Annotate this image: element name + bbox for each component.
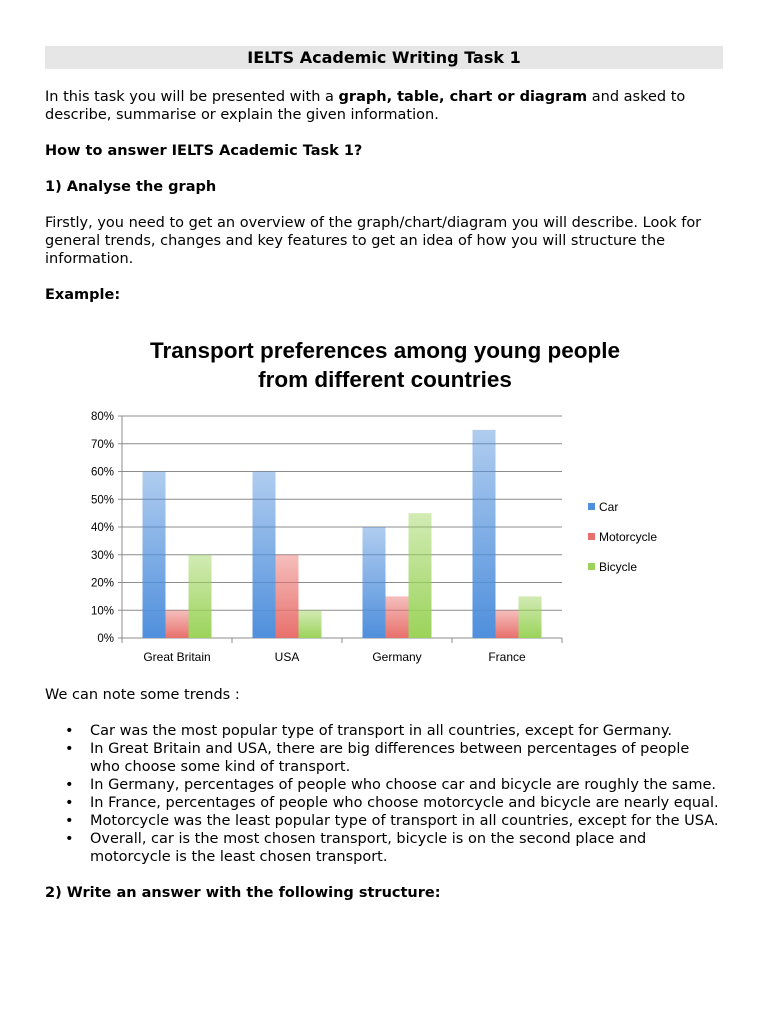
- legend-swatch-car: [588, 503, 595, 510]
- bar-motorcycle-germany: [386, 596, 409, 638]
- intro-paragraph: [45, 88, 723, 124]
- x-tick-label: Great Britain: [143, 650, 211, 664]
- intro-text-bold: graph, table, chart or diagram: [338, 89, 588, 105]
- bar-motorcycle-great-britain: [166, 610, 189, 638]
- chart-plot: [80, 330, 700, 675]
- document-page: [45, 46, 723, 304]
- x-tick-label: USA: [274, 650, 300, 664]
- trend-item: • Motorcycle was the least popular type of transport in all countries, except for the USA.: [45, 812, 723, 830]
- bar-car-france: [473, 430, 496, 638]
- trend-item: • In Great Britain and USA, there are big differences between percentages of people who choose some kind of transport.: [45, 740, 723, 776]
- bar-chart: [80, 330, 700, 675]
- trend-item: • In France, percentages of people who choose motorcycle and bicycle are nearly equal.: [45, 794, 723, 812]
- y-tick-label: 50%: [90, 494, 114, 507]
- y-tick-label: 30%: [90, 549, 114, 562]
- how-heading: How to answer IELTS Academic Task 1?: [45, 143, 363, 159]
- step2-heading: 2) Write an answer with the following structure:: [45, 885, 441, 901]
- bar-bicycle-great-britain: [189, 555, 212, 638]
- legend-label-bicycle: Bicycle: [599, 560, 638, 574]
- page-title: IELTS Academic Writing Task 1: [45, 46, 723, 69]
- trends-section: [45, 686, 723, 902]
- chart-title-line2: from different countries: [258, 367, 512, 392]
- trend-item: • In Germany, percentages of people who choose car and bicycle are roughly the same.: [45, 776, 723, 794]
- legend-swatch-bicycle: [588, 563, 595, 570]
- bar-bicycle-germany: [409, 513, 432, 638]
- x-tick-label: France: [488, 650, 526, 664]
- y-tick-label: 70%: [90, 438, 114, 451]
- y-tick-label: 60%: [90, 466, 114, 479]
- y-tick-label: 40%: [90, 522, 114, 534]
- step1-heading: 1) Analyse the graph: [45, 179, 217, 195]
- legend-label-car: Car: [599, 500, 619, 514]
- trend-item: • Car was the most popular type of transport in all countries, except for Germany.: [45, 722, 723, 740]
- trends-list: [45, 722, 723, 866]
- x-tick-label: Germany: [372, 650, 422, 664]
- y-tick-label: 80%: [90, 411, 114, 423]
- intro-text-before: In this task you will be presented with a: [45, 89, 339, 105]
- bar-motorcycle-france: [496, 610, 519, 638]
- y-tick-label: 10%: [90, 605, 114, 618]
- trends-intro: We can note some trends :: [45, 687, 240, 703]
- trend-item: • Overall, car is the most chosen transport, bicycle is on the second place and motorcycle is the least chosen transport.: [45, 830, 723, 866]
- y-tick-label: 0%: [97, 633, 114, 645]
- bar-car-germany: [363, 527, 386, 638]
- legend-label-motorcycle: Motorcycle: [599, 530, 658, 544]
- bar-car-great-britain: [143, 472, 166, 639]
- legend-swatch-motorcycle: [588, 533, 595, 540]
- example-label: Example:: [45, 287, 121, 303]
- bar-bicycle-usa: [299, 610, 322, 638]
- y-tick-label: 20%: [90, 577, 114, 590]
- bar-motorcycle-usa: [276, 555, 299, 638]
- chart-title-line1: Transport preferences among young people: [149, 338, 621, 363]
- bar-car-usa: [253, 472, 276, 639]
- intro-text-after: and asked to describe, summarise or explain the given information.: [45, 89, 686, 123]
- bar-bicycle-france: [519, 596, 542, 638]
- step1-paragraph: Firstly, you need to get an overview of the graph/chart/diagram you will describe. Look for general trends, changes and key features to get an idea of how you will structure the information.: [45, 215, 702, 267]
